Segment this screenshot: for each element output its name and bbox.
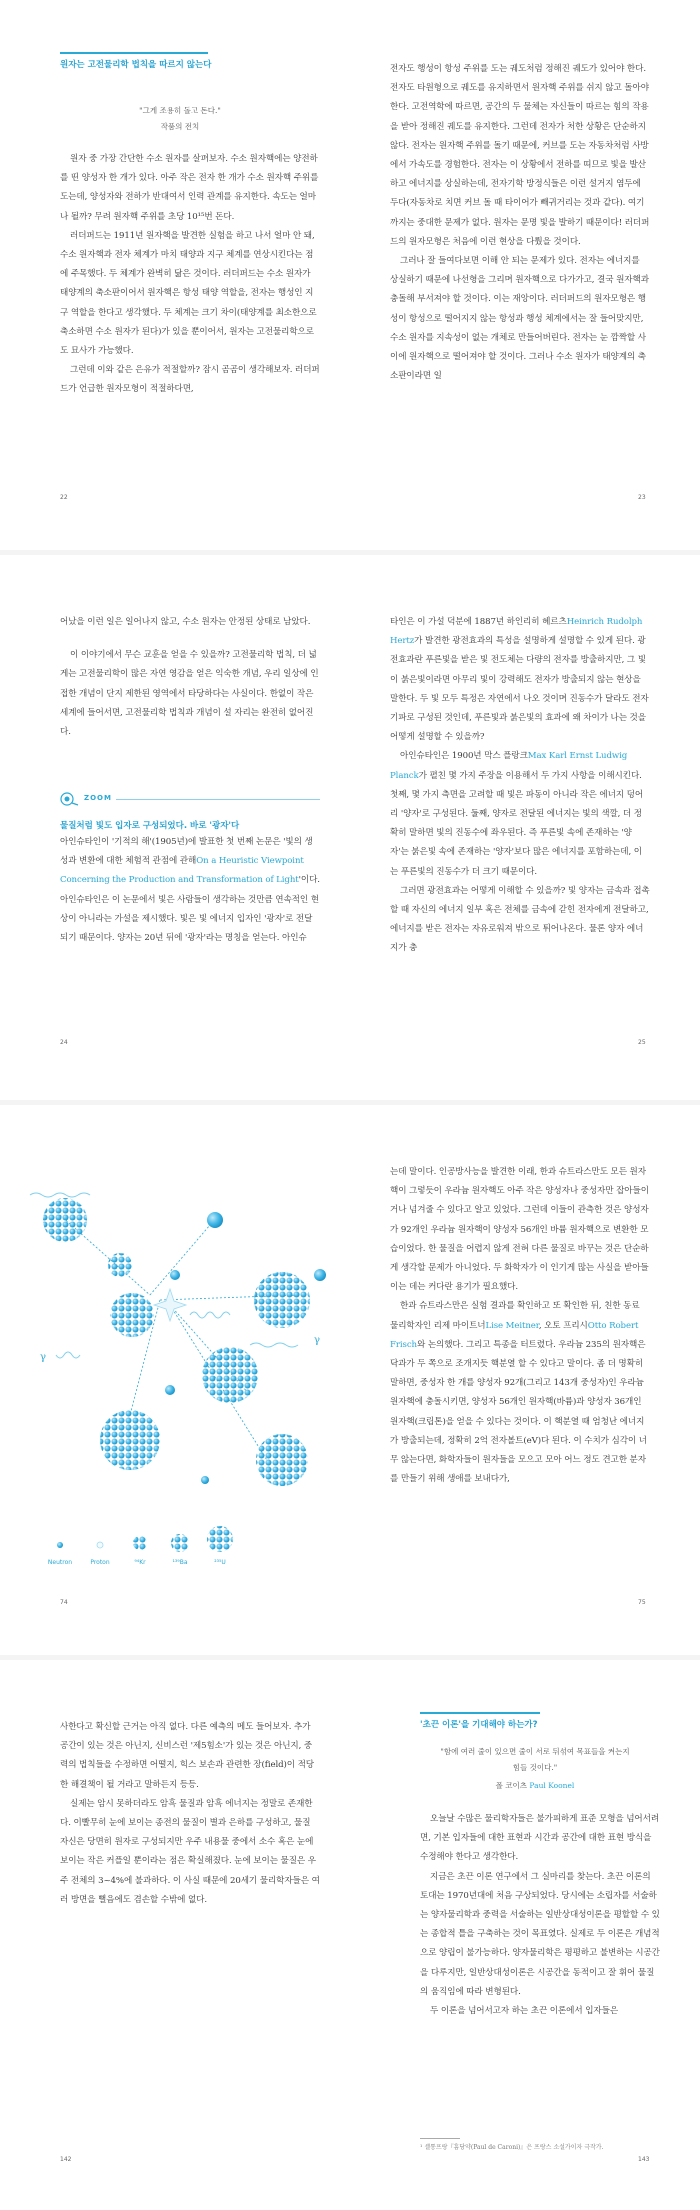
footnote: ¹ 셸통프랑『흠당약(Paul de Caroni)』은 프랑스 소설가이자 극작가. (420, 2144, 604, 2151)
paragraph: 실제는 암시 못하더라도 암흑 물질과 암흑 에너지는 정말로 존재한다. 이빨무히 눈에 보이는 종전의 물질이 별과 은하를 구성하고, 물질 자신은 당면히 원자로 구성되지만 우주 내용물 중에서 소수 혹은 눈에 보이는 작은 커플일 뿐이라는 점은 확실해졌다. 눈에 보이는 물질은 우주 전체의 3~4%에 불과하다. 이 사실 때문에 20세기 물리학자들은 여러 방면을 뻘음에도 겸손할 수밖에 없다. (60, 1798, 320, 1905)
caption-proton: Proton (90, 1559, 110, 1566)
paragraph: 두 이론을 넘어서고자 하는 초끈 이론에서 입자들은 (430, 2006, 619, 2017)
page-number: 142 (60, 2156, 72, 2163)
right-page-text (390, 1163, 650, 1489)
nucleus (43, 1198, 326, 1486)
zoom-paragraph: '이다. 아인슈타인은 이 논문에서 빛은 사람들이 생각하는 것만큼 연속적인 현상이 아니라는 가설을 제시했다. 빛은 빛 에너지 입자인 '광자'로 전달되기 때문이다. 양자는 20년 뒤에 '광자'라는 명칭을 얻는다. 아인슈 (60, 875, 320, 944)
legend-balls (57, 1526, 233, 1552)
page-number: 22 (60, 494, 68, 501)
page-number: 23 (638, 494, 646, 501)
spread-4 (0, 1660, 700, 2210)
left-page-text (60, 613, 320, 742)
page-number: 74 (60, 1599, 68, 1606)
paragraph: 이 이야기에서 무슨 교훈을 얻을 수 있을까? 고전물리학 법칙, 더 넓게는 고전물리학이 많은 자연 영감을 얻은 익숙한 개념, 우리 일상에 인접한 개념이 단지 제한된 영역에서 타당하다는 사실이다. 한없이 작은 세계에 들어서면, 고전물리학 법칙과 개념이 설 자리는 완전히 없어진다. (60, 650, 319, 738)
name-frisch: Otto Robert Frisch (390, 1320, 639, 1350)
right-page-text (390, 613, 650, 959)
right-page-text (390, 60, 650, 386)
heading-rule (420, 1712, 540, 1714)
epigraph-quote: "그게 조용히 돌고 돈다." (139, 106, 221, 115)
paragraph: 가 펼친 몇 가지 주장을 이용해서 두 가지 사항을 이해시킨다. 첫째, 몇 가지 측면을 고려할 때 빛은 파동이 아니라 작은 에너지 덩어리 '양자'로 구성된다. 둘째, 양자로 전달된 에너지는 빛의 색깔, 더 정확히 말하면 빛의 진동수에 좌우된다. 즉 푸른빛 속에 존재하는 '양자'는 붉은빛 속에 존재하는 '양자'보다 많은 에너지를 포함하는데, 이는 푸른빛의 진동수가 더 크기 때문이다. (390, 770, 644, 877)
paragraph: 그러면 광전효과는 어떻게 이해할 수 있을까? 빛 양자는 금속과 접촉할 때 자신의 에너지 일부 혹은 전체를 금속에 갇힌 전자에게 전달하고, 에너지를 받은 전자는 자유로워져 밖으로 튀어나온다. 물론 양자 에너지가 충 (390, 885, 650, 954)
paragraph: 러더퍼드는 1911년 원자핵을 발견한 실험을 하고 나서 얼마 안 돼, 수소 원자핵과 전자 체계가 마치 태양과 지구 체계를 연상시킨다는 점에 주목했다. 두 체계가 완벽히 닮은 것이다. 러더퍼드는 수소 원자가 태양계의 축소판이어서 원자핵은 항성 태양 역할을, 전자는 행성인 지구 역할을 한다고 생각했다. 두 체계는 크기 차이(태양계를 최소한으로 축소하면 수소 원자가 된다)가 있을 뿐이어서, 원자는 고전물리학으로도 묘사가 가능했다. (60, 230, 317, 357)
footnote-divider (420, 2138, 460, 2139)
epigraph-author (440, 1778, 630, 1794)
paragraph: 가 발견한 광전효과의 특성을 설명하게 설명할 수 있게 된다. 광전효과란 푸른빛을 받은 빛 전도체는 다량의 전자를 방출하지만, 그 빛이 붉은빛이라면 아무리 빛이 강력해도 전자가 방출되지 않는 현상을 말한다. 두 빛 모두 특정은 자연에서 나오 것이며 진동수가 달라도 전자기파로 구성된 것인데, 푸른빛과 붉은빛의 효과에 왜 차이가 나는 것을 어떻게 설명할 수 있을까? (390, 636, 649, 743)
name-hertz: Heinrich Rudolph Hertz (390, 617, 643, 647)
paragraph: 아인슈타인은 1900년 막스 플랑크 (400, 751, 528, 762)
zoom-heading: 물질처럼 빛도 입자로 구성되었다. 바로 '광자'다 (60, 821, 240, 831)
gamma-symbol: γ (40, 1352, 46, 1363)
caption-krypton: ⁹⁴Kr (134, 1559, 146, 1566)
paragraph: 타인은 이 가설 덕분에 1887년 하인리히 헤르츠 (390, 617, 567, 627)
paragraph: 어났을 이런 일은 일어나지 않고, 수소 원자는 안정된 상태로 남았다. (60, 617, 311, 627)
page-number: 24 (60, 1039, 68, 1046)
english-title: On a Heuristic Viewpoint Concerning the Production and Transformation of Light (60, 856, 304, 886)
caption-barium: ¹³⁹Ba (172, 1559, 188, 1566)
caption-neutron: Neutron (47, 1559, 73, 1566)
spread-1 (0, 0, 700, 550)
spread-2 (0, 555, 700, 1100)
author-name: 폴 코이츠 (495, 1781, 528, 1790)
name-planck: Max Karl Ernst Ludwig Planck (390, 751, 628, 781)
paragraph: 그러나 잘 들여다보면 이해 안 되는 문제가 있다. 전자는 에너지를 상실하기 때문에 나선형을 그리며 원자핵으로 다가가고, 결국 원자핵과 충돌해 부서져야 할 것이다. 이는 재앙이다. 러더퍼드의 원자모형은 행성이 항성으로 떨어지지 않는 항성과 행성 체계에서는 잘 들어맞지만, 수소 원자를 지속성이 없는 개체로 만들어버린다. 전자는 눈 깜짝할 사이에 원자핵으로 떨어져야 할 것이다. 그러나 수소 원자가 태양계의 축소판이라면 일 (390, 256, 649, 382)
paragraph: 사한다고 확신할 근거는 아직 없다. 다른 예측의 메도 들어보자. 추가 공간이 있는 것은 아닌지, 신비스런 '제5힘소'가 있는 것은 아닌지, 중력의 법칙들을 수정하면 어떨지, 힉스 보손과 관련한 장(field)이 적당한 해결책이 될 거라고 말하든지 등등. (60, 1722, 314, 1790)
name-meitner: Lise Meitner (485, 1320, 539, 1331)
zoom-text (60, 833, 320, 948)
neutron-paths (60, 1215, 300, 1465)
page-number: 75 (638, 1599, 646, 1606)
paragraph: 전자도 행성이 항성 주위를 도는 궤도처럼 정해진 궤도가 있어야 한다. 전자도 타원형으로 궤도를 유지하면서 원자핵 주위를 쉬지 않고 돌아야 한다. 고전역학에 따르면, 공간의 두 물체는 자신들이 따르는 힘의 작용을 받아 정해진 궤도를 유지한다. 그런데 전자가 처한 상황은 단순하지 않다. 전자는 원자핵 주위를 돌기 때문에, 커브를 도는 자동차처럼 사방에서 가속도를 경험한다. 전자는 이 상황에서 전하를 띠므로 빛을 발산하고 에너지를 상실하는데, 전자기학 방정식들은 이런 설거지 염두에 두다(자동차로 치면 커브 돌 때 타이어가 빼귀거리는 것과 같다). 여기까지는 중대한 문제가 없다. 원자는 문명 빛을 발하기 때문이다! 러더퍼드의 원자모형은 처음에 이런 현상을 다뤘을 것이다. (390, 64, 650, 247)
author-name-en: Paul Koonel (529, 1781, 575, 1790)
epigraph-quote: "함에 여러 줄이 있으면 줄이 서로 뒤섞여 목표들을 켜는지 힘들 것이다." (440, 1747, 630, 1772)
section-heading: 원자는 고전물리학 법칙을 따르지 않는다 (60, 60, 212, 70)
fission-flash (154, 1289, 186, 1321)
spread-3 (0, 1105, 700, 1655)
heading-rule (60, 52, 208, 54)
paragraph: 는데 말이다. 인공방사능을 발견한 이래, 한과 슈트라스만도 모든 원자핵이 그렇듯이 우라늄 원자핵도 아주 작은 양성자나 중성자만 잡아들이거나 넘겨줄 수 있다고 알고 있었다. 그런데 이들이 관측한 것은 양성자가 92개인 우라늄 원자핵이 양성자 56개인 바륨 원자핵으로 변환한 모습이었다. 한 물질을 어렵지 않게 전혀 다른 물질로 바꾸는 것은 단순하게 생각할 문제가 아니었다. 두 화학자가 이 인기게 많는 사실을 받아들이는 데는 커다란 용기가 필요했다. (390, 1167, 649, 1293)
paragraph: 와 논의했다. 그리고 특종을 터트렸다. 우라늄 235의 원자핵은 닥과가 두 쪽으로 조개지듯 핵분열 할 수 있다고 말이다. 좀 더 명확히 말하면, 중성자 한 개를 양성자 92개(그리고 143개 중성자)인 우라늄 원자핵에 충돌시키면, 양성자 56개인 원자핵(바륨)과 양성자 36개인 원자핵(크립톤)을 얻을 수 있다는 것이다. 이 핵분열 때 엄청난 에너지가 방출되는데, 정확히 2억 전자볼트(eV)다 된다. 이 수치가 심각이 너무 않는다면, 화학자들이 원자들을 모으고 모아 어느 정도 견고한 분자를 만들기 위해 생애를 보내다가, (390, 1339, 647, 1485)
left-page-text (60, 1718, 320, 1910)
right-page-text (420, 1810, 660, 2021)
epigraph-author: 작품의 전치 (160, 122, 200, 131)
page-number: 25 (638, 1039, 646, 1046)
gamma-symbol: γ (314, 1335, 320, 1346)
paragraph: 한과 슈트라스만은 실험 결과를 확인하고 또 확인한 뒤, 친한 동료 물리학자인 리제 마이트너 (390, 1301, 640, 1331)
zoom-divider (116, 799, 320, 800)
fission-illustration (20, 1165, 350, 1595)
section-heading: '초끈 이론'을 기대해야 하는가? (420, 1720, 538, 1730)
zoom-label: ZOOM (84, 794, 112, 802)
left-page-text (60, 150, 320, 400)
paragraph: 오늘날 수많은 물리학자들은 불가피하게 표준 모형을 넘어서려면, 기본 입자들에 대한 표현과 시간과 공간에 대한 표현 방식을 수정해야 한다고 생각한다. (420, 1814, 660, 1863)
microscope-icon (60, 792, 82, 806)
paragraph: , 오토 프리시 (538, 1320, 588, 1331)
paragraph: 지금은 초끈 이론 연구에서 그 실마리를 찾는다. 초끈 이론의 토대는 1970년대에 처음 구상되었다. 당시에는 소립자를 서술하는 양자물리학과 중력을 서술하는 일반상대성이론을 평할할 수 있는 종합적 틀을 구축하는 것이 목표였다. 실제로 두 이론은 개념적으로 양립이 불가능하다. 양자물리학은 평평하고 불변하는 시공간을 다루지만, 일반상대성이론은 시공간을 동적이고 잘 휘어 물질의 움직임에 따라 변형된다. (420, 1871, 660, 1997)
page-number: 143 (638, 2156, 650, 2163)
paragraph: 그런데 이와 같은 은유가 적절할까? 잠시 곰곰이 생각해보자. 러더퍼드가 언급한 원자모형이 적절하다면, (60, 365, 320, 395)
caption-uranium: ²³⁵U (214, 1559, 226, 1566)
zoom-paragraph: 아인슈타인이 '기적의 해'(1905년)에 발표한 첫 번째 논문은 '빛의 생성과 변환에 대한 체험적 관점에 관해 (60, 837, 313, 867)
paragraph: 원자 중 가장 간단한 수소 원자를 살펴보자. 수소 원자핵에는 양전하를 띤 양성자 한 개가 있다. 아주 작은 전자 한 개가 수소 원자핵 주위를 도는데, 양성자와 전하가 반대여서 인력 관계를 유지한다. 속도는 얼마나 될까? 무려 원자핵 주위를 초당 10¹⁵번 돈다. (60, 154, 319, 222)
